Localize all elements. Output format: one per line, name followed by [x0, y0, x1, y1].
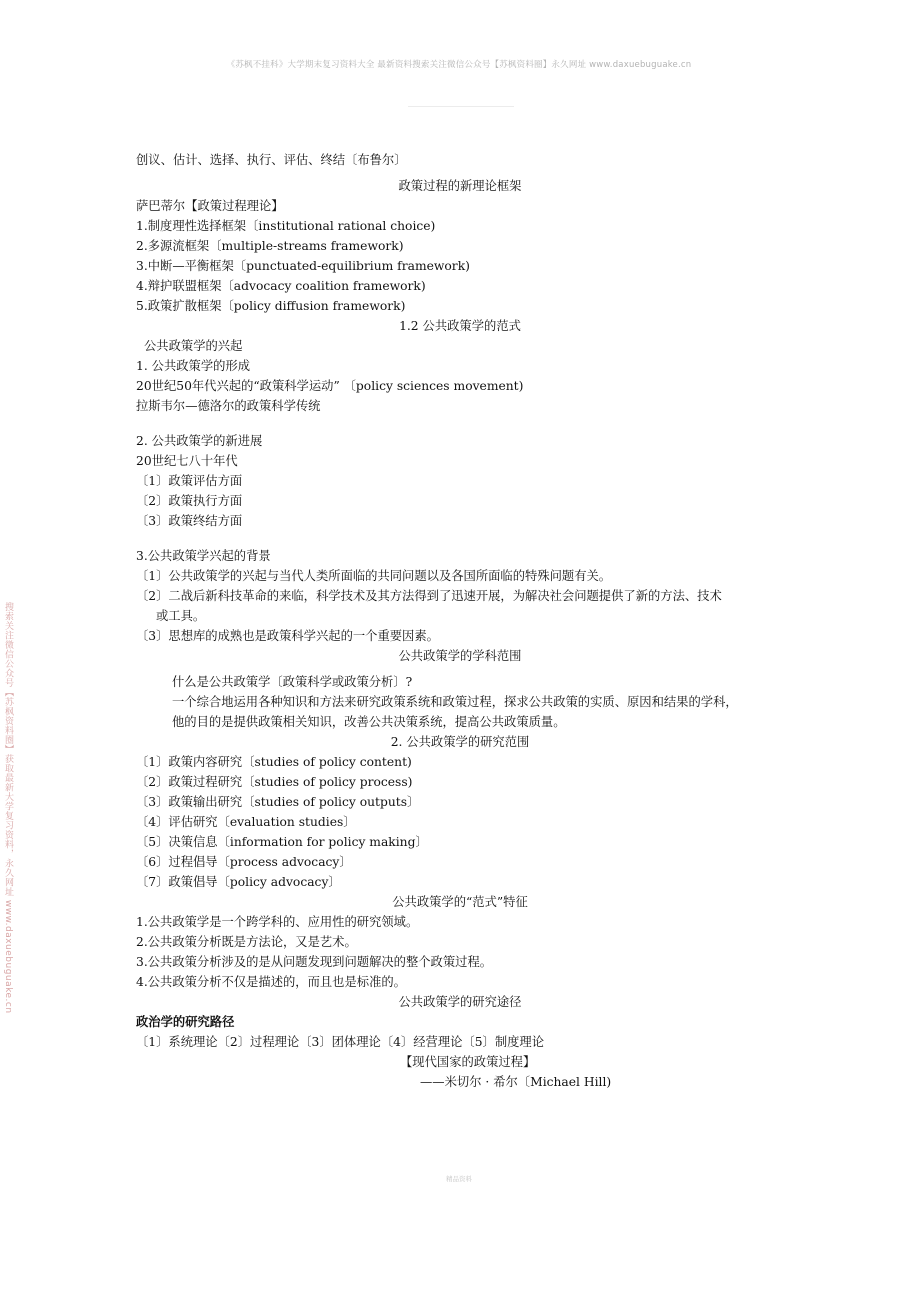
list-item: 4.公共政策分析不仅是描述的，而且也是标准的。 [136, 975, 406, 989]
list-item: 〔2〕二战后新科技革命的来临，科学技术及其方法得到了迅速开展，为解决社会问题提供了新的方法、技术 [136, 589, 722, 603]
section-heading: 政策过程的新理论框架 [398, 179, 522, 193]
definition-line: 一个综合地运用各种知识和方法来研究政策系统和政策过程，探求公共政策的实质、原因和结果的学科， [172, 695, 738, 709]
list-item: 〔3〕政策终结方面 [136, 514, 243, 528]
bold-heading: 政治学的研究路径 [136, 1014, 235, 1029]
list-item: 〔3〕政策输出研究〔studies of policy outputs〕 [136, 795, 420, 809]
book-title: 【现代国家的政策过程】 [400, 1055, 536, 1069]
list-item: 〔3〕思想库的成熟也是政策科学兴起的一个重要因素。 [136, 629, 439, 643]
list-item: 1.公共政策学是一个跨学科的、应用性的研究领域。 [136, 915, 419, 929]
list-item: 4.辩护联盟框架〔advocacy coalition framework) [136, 279, 426, 293]
text-line: 20世纪50年代兴起的“政策科学运动” 〔policy sciences movement) [136, 379, 524, 393]
list-item: 〔1〕政策内容研究〔studies of policy content) [136, 755, 412, 769]
section-heading: 公共政策学的学科范围 [398, 649, 522, 663]
list-item-continuation: 或工具。 [156, 609, 206, 623]
list-item: 〔1〕公共政策学的兴起与当代人类所面临的共同问题以及各国所面临的特殊问题有关。 [136, 569, 612, 583]
document-body [136, 150, 896, 1092]
list-item: 2.公共政策分析既是方法论，又是艺术。 [136, 935, 357, 949]
list-item: 〔5〕决策信息〔information for policy making〕 [136, 835, 428, 849]
section-heading: 2. 公共政策学的研究范围 [390, 735, 530, 749]
list-item: 5.政策扩散框架〔policy diffusion framework) [136, 299, 406, 313]
list-item: 3.中断—平衡框架〔punctuated-equilibrium framework) [136, 259, 470, 273]
subheading: 公共政策学的兴起 [144, 339, 243, 353]
list-item: 〔1〕政策评估方面 [136, 474, 243, 488]
list-item: 〔2〕政策执行方面 [136, 494, 243, 508]
side-watermark: 搜索关注微信公众号【苏枫资料圈】获取最新大学复习资料，永久网址 www.daxuebuguake.cn [3, 602, 13, 1014]
section-heading: 公共政策学的“范式”特征 [392, 895, 528, 909]
author-line: ——米切尔 · 希尔〔Michael Hill) [420, 1075, 612, 1089]
text-line: 2. 公共政策学的新进展 [136, 434, 263, 448]
section-heading: 公共政策学的研究途径 [398, 995, 522, 1009]
list-item: 2.多源流框架〔multiple-streams framework) [136, 239, 404, 253]
list-item: 〔4〕评估研究〔evaluation studies〕 [136, 815, 356, 829]
header-watermark: 《苏枫不挂科》大学期末复习资料大全 最新资料搜索关注微信公众号【苏枫资料圈】永久网址 www.daxuebuguake.cn [226, 60, 692, 70]
footer-watermark: 精品资料 [446, 1175, 472, 1183]
list-item: 〔2〕政策过程研究〔studies of policy process) [136, 775, 413, 789]
definition-line: 他的目的是提供政策相关知识，改善公共决策系统，提高公共政策质量。 [172, 715, 566, 729]
text-line: 什么是公共政策学〔政策科学或政策分析〕? [172, 675, 413, 689]
text-line: 拉斯韦尔—德洛尔的政策科学传统 [136, 399, 321, 413]
list-item: 3.公共政策分析涉及的是从问题发现到问题解决的整个政策过程。 [136, 955, 493, 969]
section-heading: 1.2 公共政策学的范式 [399, 319, 521, 333]
text-line: 〔1〕系统理论〔2〕过程理论〔3〕团体理论〔4〕经营理论〔5〕制度理论 [136, 1035, 545, 1049]
text-line: 20世纪七八十年代 [136, 454, 238, 468]
list-item: 1.制度理性选择框架〔institutional rational choice) [136, 219, 436, 233]
text-line: 1. 公共政策学的形成 [136, 359, 251, 373]
text-line: 3.公共政策学兴起的背景 [136, 549, 271, 563]
header-divider [408, 106, 514, 107]
list-item: 〔6〕过程倡导〔process advocacy〕 [136, 855, 352, 869]
text-line: 萨巴蒂尔【政策过程理论】 [136, 199, 284, 213]
text-line: 创议、估计、选择、执行、评估、终结〔布鲁尔〕 [136, 153, 407, 167]
list-item: 〔7〕政策倡导〔policy advocacy〕 [136, 875, 341, 889]
